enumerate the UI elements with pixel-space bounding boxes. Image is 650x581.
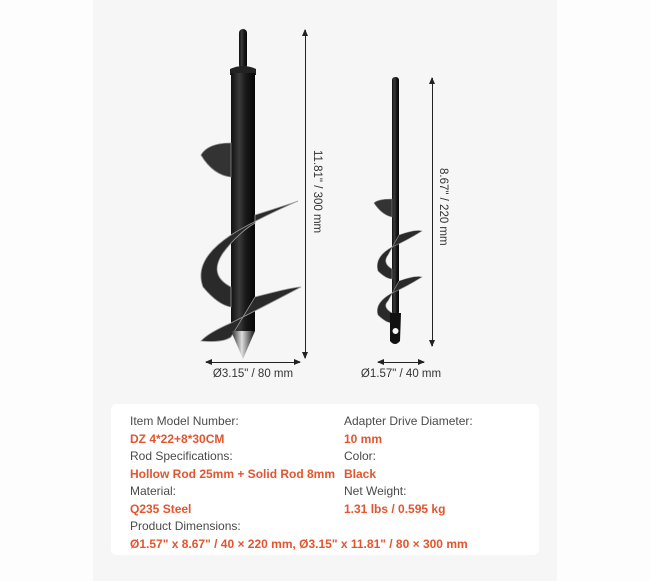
small-height-label: 8.67" / 220 mm [437,168,449,246]
small-diameter-dimension-line [378,362,424,363]
large-diameter-dimension-line [206,362,300,363]
large-diameter-label: Ø3.15" / 80 mm [212,368,294,380]
spec-label-rod-specifications: Rod Specifications: [130,449,233,463]
spec-label-net-weight: Net Weight: [344,484,407,498]
spec-label-model-number: Item Model Number: [130,414,239,428]
spec-value-color: Black [344,466,377,481]
spec-label-material: Material: [130,484,177,498]
product-panel [93,0,557,581]
spec-value-material: Q235 Steel [130,501,192,516]
large-height-dimension-line [305,30,306,358]
spec-value-net-weight: 1.31 lbs / 0.595 kg [344,501,446,516]
small-diameter-label: Ø1.57" / 40 mm [360,368,442,380]
spec-label-product-dimensions: Product Dimensions: [130,519,241,533]
product-figure [93,0,557,400]
specs-left-column [130,413,335,518]
large-auger-image [193,25,303,360]
spec-value-model-number: DZ 4*22+8*30CM [130,431,225,446]
specs-right-column [344,413,473,518]
large-height-label: 11.81" / 300 mm [311,150,323,234]
spec-value-rod-specifications: Hollow Rod 25mm + Solid Rod 8mm [130,466,336,481]
spec-value-adapter-diameter: 10 mm [344,431,383,446]
spec-value-product-dimensions: Ø1.57" x 8.67" / 40 × 220 mm, Ø3.15" x 11.81" / 80 × 300 mm [130,536,468,551]
spec-label-color: Color: [344,449,377,463]
specs-product-dimensions [130,518,468,553]
small-auger-image [368,75,428,355]
spec-label-adapter-diameter: Adapter Drive Diameter: [344,414,473,428]
small-height-dimension-line [432,78,433,346]
specifications-card [111,404,539,555]
